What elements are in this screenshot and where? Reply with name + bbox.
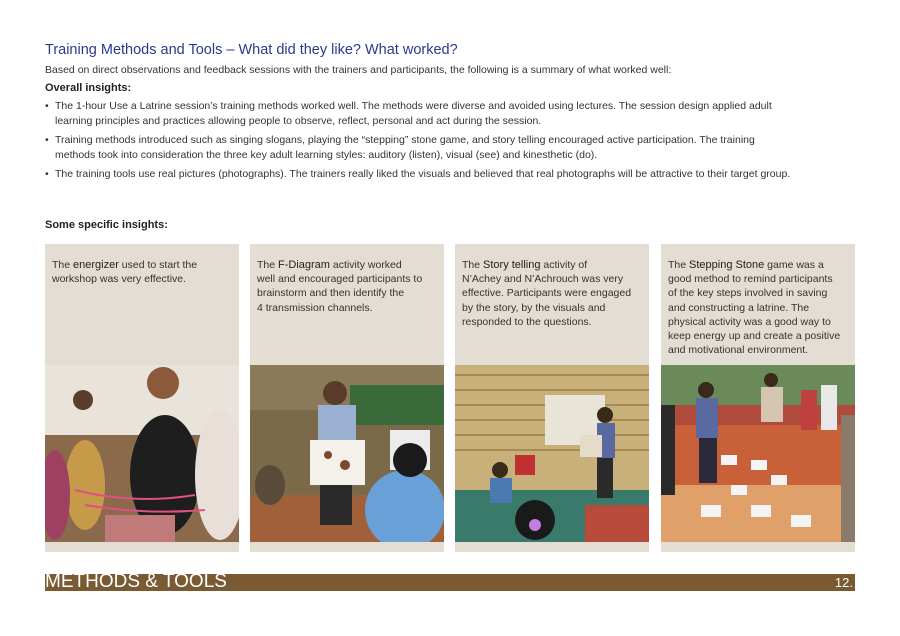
- page-title: Training Methods and Tools – What did they like? What worked?: [45, 42, 458, 58]
- card-line: workshop was very effective.: [52, 273, 187, 286]
- bullet-dot: •: [45, 134, 49, 146]
- card-line: N’Achey and N’Achrouch was very: [462, 273, 624, 286]
- card-text: [462, 258, 646, 329]
- specific-insights-heading: Some specific insights:: [45, 219, 168, 231]
- bullet-line: The training tools use real pictures (photographs). The trainers really liked the visuals and believed that real photographs will be attractive to their target group.: [55, 168, 791, 180]
- card-prefix: The: [668, 259, 690, 271]
- bullet-line: learning principles and practices allowing people to observe, reflect, personal and act during the session.: [55, 114, 542, 127]
- card-line: activity worked: [329, 259, 402, 271]
- intro-text: Based on direct observations and feedback sessions with the trainers and participants, the following is a summary of what worked well:: [45, 64, 672, 76]
- stepping-stone-photo: [661, 365, 855, 542]
- card-line: effective. Participants were engaged: [462, 287, 632, 300]
- card-keyword: energizer: [73, 259, 119, 271]
- overall-insights-heading: Overall insights:: [45, 82, 132, 94]
- card-prefix: The: [257, 259, 279, 271]
- energizer-photo: [45, 365, 239, 542]
- card-line: of the key steps involved in saving: [668, 287, 828, 300]
- card-prefix: The: [52, 259, 74, 271]
- card-line: good method to remind participants: [668, 273, 833, 286]
- card-line: by the story, by the visuals and: [462, 301, 606, 314]
- bullet-line: methods took into consideration the three key adult learning styles: auditory (listen), visual (see) and kinesthetic (do).: [55, 148, 598, 161]
- card-line: keep energy up and create a positive: [668, 330, 841, 343]
- card-text: [668, 258, 852, 357]
- card-keyword: Story telling: [483, 259, 541, 271]
- bullet-line: Training methods introduced such as singing slogans, playing the “stepping” stone game, and story telling encouraged active participation. The training: [55, 134, 755, 146]
- f-diagram-photo: [250, 365, 444, 542]
- card-line: activity of: [540, 259, 588, 271]
- bullet-line: The 1-hour Use a Latrine session’s training methods worked well. The methods were diverse and avoided using lectures. The session design applied adult: [55, 100, 772, 112]
- card-line: and constructing a latrine. The: [668, 301, 810, 314]
- card-line: game was a: [764, 259, 824, 271]
- insight-bullet: [45, 133, 860, 162]
- insight-card-story-telling: [455, 244, 649, 552]
- card-line: 4 transmission channels.: [257, 301, 373, 314]
- bullet-dot: •: [45, 100, 49, 112]
- insight-card-f-diagram: [250, 244, 444, 552]
- card-prefix: The: [462, 259, 484, 271]
- insight-bullet: [45, 167, 860, 182]
- card-keyword: F-Diagram: [278, 259, 330, 271]
- insight-bullet: [45, 99, 860, 128]
- card-text: [257, 258, 441, 315]
- card-line: and motivational environment.: [668, 344, 809, 357]
- insight-card-stepping-stone: [661, 244, 855, 552]
- card-line: responded to the questions.: [462, 315, 592, 328]
- card-keyword: Stepping Stone: [689, 259, 765, 271]
- overall-insights-list: [45, 99, 860, 187]
- card-text: [52, 258, 236, 286]
- story-telling-photo: [455, 365, 649, 542]
- card-line: used to start the: [118, 259, 198, 271]
- card-line: physical activity was a good way to: [668, 315, 831, 328]
- bullet-dot: •: [45, 168, 49, 180]
- card-line: well and encouraged participants to: [257, 273, 423, 286]
- footer-section-title: METHODS & TOOLS: [45, 571, 227, 592]
- card-line: brainstorm and then identify the: [257, 287, 405, 300]
- page-number: 12.: [834, 575, 853, 590]
- insight-card-energizer: [45, 244, 239, 552]
